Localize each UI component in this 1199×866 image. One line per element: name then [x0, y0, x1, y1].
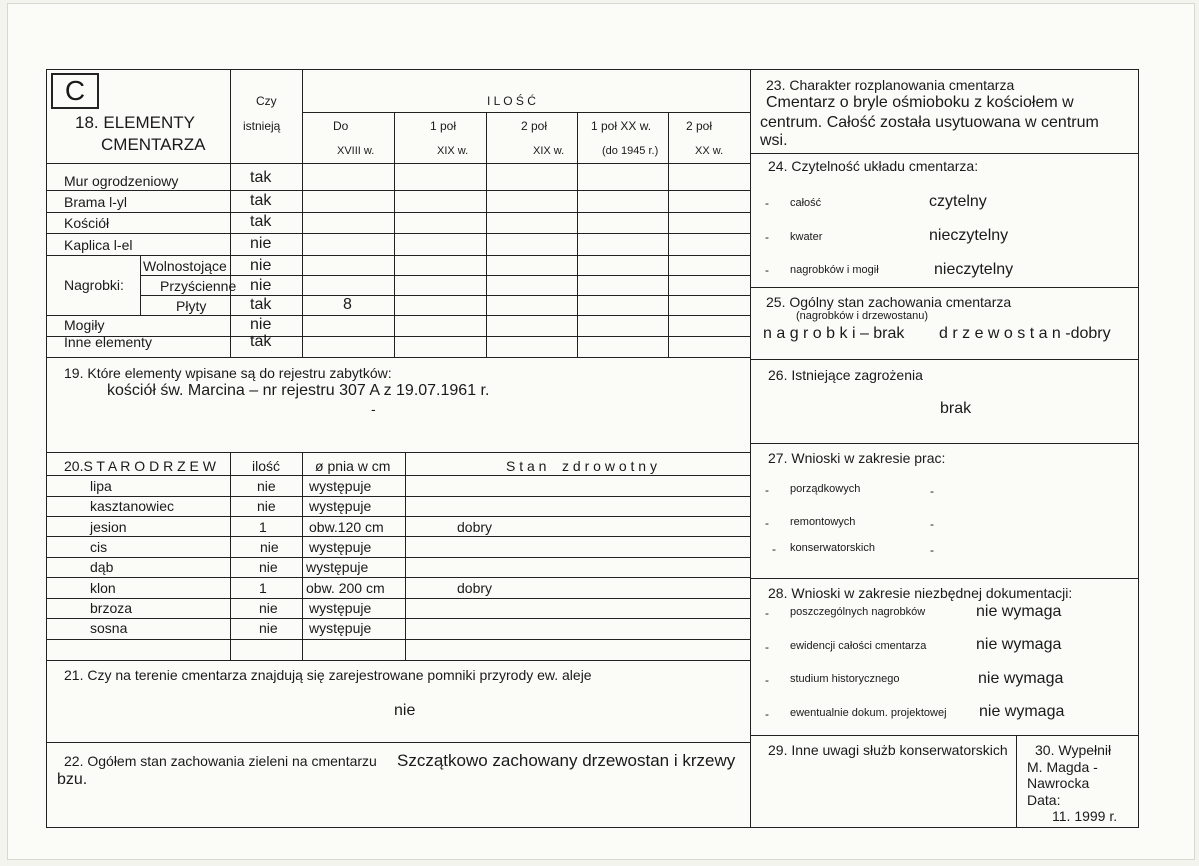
- s20-header-count: ilość: [252, 458, 281, 474]
- s24-label: 24. Czytelność układu cmentarza:: [768, 158, 979, 174]
- s24-dash-1: -: [765, 196, 769, 210]
- tree-count-brzoza: nie: [259, 600, 278, 616]
- s18-title-line2: CMENTARZA: [101, 135, 206, 154]
- s24-dash-2: -: [765, 230, 769, 244]
- s28-dash-1: -: [765, 606, 769, 620]
- s23-value-line1: Cmentarz o bryle ośmioboku z kościołem w: [766, 94, 1074, 111]
- s25-value-1: n a g r o b k i – brak: [763, 325, 905, 342]
- s30-line5: 11. 1999 r.: [1052, 808, 1118, 824]
- s24-item-2-value: nieczytelny: [929, 227, 1009, 244]
- s21-label: 21. Czy na terenie cmentarza znajdują się zarejestrowane pomniki przyrody ew. aleje: [64, 667, 592, 683]
- tree-name-lipa: lipa: [90, 478, 112, 494]
- s29-label: 29. Inne uwagi służb konserwatorskich: [768, 742, 1008, 758]
- tree-name-sosna: sosna: [90, 620, 128, 636]
- tree-name-kasztanowiec: kasztanowiec: [90, 498, 175, 514]
- s22-label: 22. Ogółem stan zachowania zieleni na cmentarzu: [64, 753, 377, 769]
- period-2-line1: 1 poł: [430, 119, 457, 133]
- row-label-inne: Inne elementy: [64, 334, 152, 350]
- s28-item-3-value: nie wymaga: [978, 670, 1064, 687]
- s28-item-1-value: nie wymaga: [976, 603, 1062, 620]
- s25-value-2: d r z e w o s t a n -dobry: [939, 325, 1111, 342]
- tree-diam-sosna: występuje: [309, 620, 372, 636]
- s20-header-title: 20.S T A R O D R Z E W: [64, 458, 216, 474]
- s27-item-3-dash: -: [930, 543, 934, 557]
- tree-name-dab: dąb: [90, 559, 114, 575]
- tree-diam-jesion: obw.120 cm: [309, 519, 384, 535]
- s24-item-3-value: nieczytelny: [934, 261, 1014, 278]
- row-value-kaplica: nie: [250, 235, 272, 252]
- tree-diam-brzoza: występuje: [309, 600, 372, 616]
- row-value-przyscienne: nie: [250, 277, 272, 294]
- s30-line4: Data:: [1027, 792, 1061, 808]
- period-5-line1: 2 poł: [686, 119, 713, 133]
- s27-item-2-dash: -: [930, 517, 934, 531]
- row-value-kosciol: tak: [250, 213, 272, 230]
- s23-value-line2: centrum. Całość została usytuowana w centrum: [760, 114, 1099, 131]
- s20-header-state: S t a n z d r o w o t n y: [506, 458, 657, 474]
- s23-label: 23. Charakter rozplanowania cmentarza: [766, 77, 1015, 93]
- s30-line2: M. Magda -: [1027, 759, 1098, 775]
- s27-item-1-dash: -: [930, 484, 934, 498]
- s25-label: 25. Ogólny stan zachowania cmentarza: [766, 294, 1012, 310]
- period-4-line1: 1 poł XX w.: [591, 119, 652, 133]
- tree-count-jesion: 1: [259, 519, 267, 535]
- row-label-kaplica: Kaplica l-el: [64, 237, 133, 253]
- s18-title-line1: 18. ELEMENTY: [75, 113, 195, 132]
- s26-label: 26. Istniejące zagrożenia: [768, 367, 923, 383]
- row-value-inne: tak: [250, 333, 272, 350]
- s22-value-line1: Szczątkowo zachowany drzewostan i krzewy: [397, 751, 736, 770]
- s21-value: nie: [394, 702, 416, 719]
- period-3-line1: 2 poł: [521, 119, 548, 133]
- tree-count-klon: 1: [259, 580, 267, 596]
- row-count-plyty: 8: [343, 296, 352, 313]
- section-c-box: C: [51, 73, 99, 109]
- row-value-plyty: tak: [250, 296, 272, 313]
- period-5-line2: XX w.: [695, 145, 724, 157]
- s28-dash-3: -: [765, 673, 769, 687]
- s19-value: kościół św. Marcina – nr rejestru 307 A z 19.07.1961 r.: [107, 382, 490, 399]
- row-value-wolnostojace: nie: [250, 257, 272, 274]
- row-label-mogily: Mogiły: [64, 317, 105, 333]
- s20-header-diameter: ø pnia w cm: [315, 458, 391, 474]
- s28-dash-2: -: [765, 640, 769, 654]
- tree-state-jesion: dobry: [457, 519, 493, 535]
- s28-item-3-label: studium historycznego: [790, 673, 900, 685]
- s24-item-1-value: czytelny: [929, 193, 987, 210]
- s28-item-1-label: poszczególnych nagrobków: [790, 606, 926, 618]
- row-value-mur: tak: [250, 169, 272, 186]
- period-1-line1: Do: [333, 119, 349, 133]
- tree-diam-lipa: występuje: [309, 478, 372, 494]
- s27-dash-1: -: [765, 483, 769, 497]
- tree-diam-dab: występuje: [306, 559, 369, 575]
- period-4-line2: (do 1945 r.): [602, 145, 659, 157]
- s28-item-2-value: nie wymaga: [976, 636, 1062, 653]
- row-label-wolnostojace: Wolnostojące: [143, 258, 227, 274]
- s27-label: 27. Wnioski w zakresie prac:: [768, 450, 946, 466]
- s19-label: 19. Które elementy wpisane są do rejestru zabytków:: [64, 365, 392, 381]
- tree-count-sosna: nie: [259, 620, 278, 636]
- s28-dash-4: -: [765, 707, 769, 721]
- s28-label: 28. Wnioski w zakresie niezbędnej dokumentacji:: [768, 585, 1073, 601]
- s28-item-2-label: ewidencji całości cmentarza: [790, 640, 927, 652]
- tree-count-dab: nie: [259, 559, 278, 575]
- s30-line3: Nawrocka: [1027, 775, 1090, 791]
- s22-value-line2: bzu.: [57, 771, 88, 788]
- period-1-line2: XVIII w.: [337, 145, 375, 157]
- s19-dash: -: [371, 401, 376, 417]
- s24-item-3-label: nagrobków i mogił: [790, 264, 879, 276]
- s27-item-3: konserwatorskich: [790, 542, 875, 554]
- s18-istnieja-label: istnieją: [243, 119, 281, 133]
- tree-diam-cis: występuje: [309, 539, 372, 555]
- tree-count-kasztanowiec: nie: [257, 498, 276, 514]
- period-3-line2: XIX w.: [533, 145, 565, 157]
- tree-count-cis: nie: [260, 539, 279, 555]
- row-label-przyscienne: Przyścienne: [160, 278, 237, 294]
- tree-name-cis: cis: [90, 539, 108, 555]
- nagrobki-label: Nagrobki:: [64, 277, 124, 293]
- s27-dash-2: -: [765, 516, 769, 530]
- s18-ilosc-header: I L O Ś Ć: [487, 94, 536, 108]
- s24-item-2-label: kwater: [790, 231, 823, 243]
- period-2-line2: XIX w.: [437, 145, 469, 157]
- row-label-mur: Mur ogrodzeniowy: [64, 173, 179, 189]
- row-value-brama: tak: [250, 192, 272, 209]
- s27-dash-3: -: [772, 542, 776, 556]
- s18-czy-label: Czy: [256, 94, 277, 108]
- row-value-mogily: nie: [250, 316, 272, 333]
- tree-count-lipa: nie: [257, 478, 276, 494]
- s25-sub: (nagrobków i drzewostanu): [796, 310, 929, 322]
- s27-item-1: porządkowych: [790, 483, 861, 495]
- s23-value-line3: wsi.: [760, 132, 788, 149]
- row-label-kosciol: Kościół: [64, 215, 110, 231]
- s27-item-2: remontowych: [790, 516, 856, 528]
- tree-name-brzoza: brzoza: [90, 600, 133, 616]
- s26-value: brak: [940, 400, 972, 417]
- tree-diam-kasztanowiec: występuje: [309, 498, 372, 514]
- tree-name-jesion: jesion: [90, 519, 127, 535]
- s24-dash-3: -: [765, 263, 769, 277]
- tree-diam-klon: obw. 200 cm: [306, 580, 385, 596]
- row-label-plyty: Płyty: [176, 298, 207, 314]
- tree-state-klon: dobry: [457, 580, 493, 596]
- s30-line1: 30. Wypełnił: [1035, 742, 1112, 758]
- row-label-brama: Brama l-yl: [64, 194, 128, 210]
- s28-item-4-label: ewentualnie dokum. projektowej: [790, 707, 947, 719]
- tree-name-klon: klon: [90, 580, 116, 596]
- s28-item-4-value: nie wymaga: [979, 703, 1065, 720]
- s24-item-1-label: całość: [790, 197, 822, 209]
